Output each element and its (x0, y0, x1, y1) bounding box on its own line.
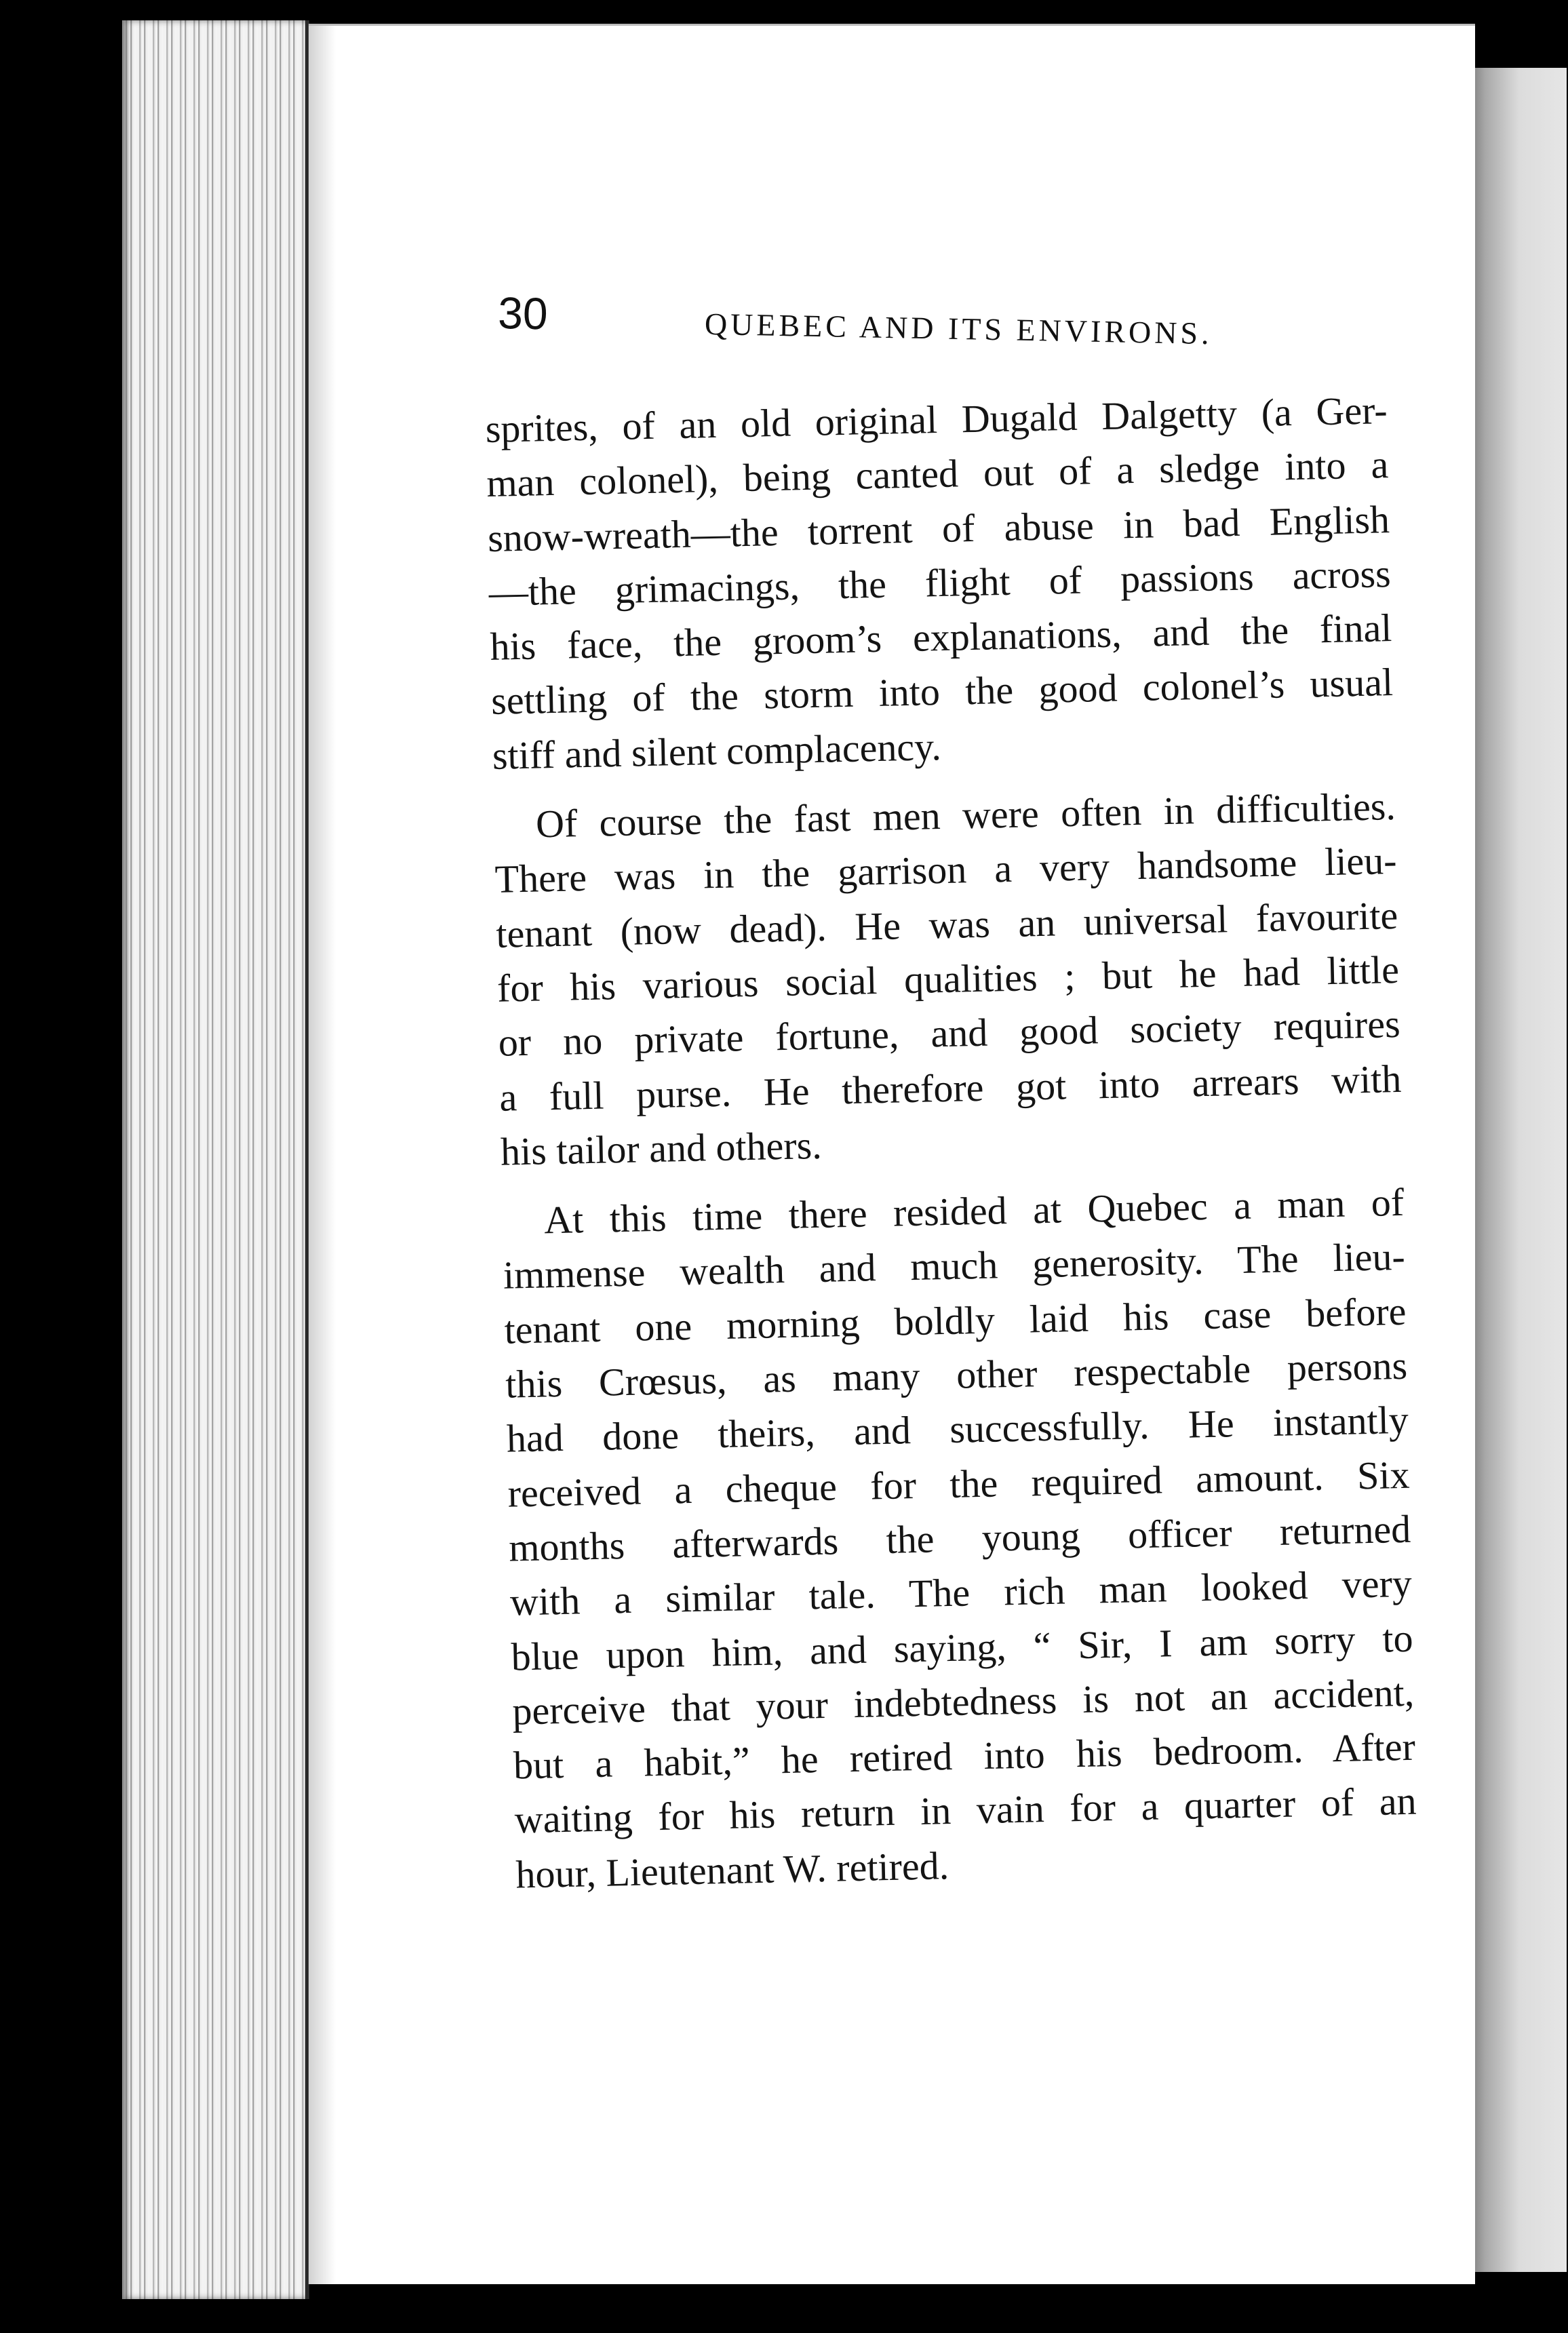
text-line: Of course the fast men were often in difficulties. (535, 784, 1396, 846)
page-edges (122, 20, 309, 2299)
text-line: There was in the garrison a very handsome lieu- (494, 838, 1398, 902)
text-line: stiff and silent complacency. (492, 724, 942, 778)
running-head: QUEBEC AND ITS ENVIRONS. (704, 306, 1213, 351)
text-line: months afterwards the young officer returned (508, 1506, 1411, 1570)
page-number: 30 (497, 287, 549, 339)
text-line: settling of the storm into the good colonel’s usual (490, 660, 1394, 724)
paragraph (501, 1175, 1418, 1902)
text-line: received a cheque for the required amount. Six (507, 1452, 1411, 1516)
paragraph (485, 383, 1394, 783)
text-line: this Crœsus, as many other respectable persons (505, 1343, 1408, 1407)
text-line: a full purse. He therefore got into arrears with (498, 1056, 1402, 1120)
paragraph (493, 779, 1403, 1179)
page-header (497, 287, 1434, 379)
text-line: immense wealth and much generosity. The lieu- (503, 1234, 1406, 1298)
text-line: hour, Lieutenant W. retired. (515, 1843, 949, 1897)
text-line: —the grimacings, the flight of passions across (488, 551, 1392, 614)
text-line: blue upon him, and saying, “ Sir, I am sorry to (511, 1615, 1414, 1679)
text-line: waiting for his return in vain for a quarter of an (514, 1779, 1417, 1842)
text-line: had done theirs, and successfully. He instantly (506, 1398, 1409, 1462)
text-line: but a habit,” he retired into his bedroom. After (513, 1724, 1416, 1788)
text-line: with a similar tale. The rich man looked very (509, 1561, 1413, 1624)
text-line: perceive that your indebtedness is not an accident, (511, 1670, 1415, 1733)
text-line: his face, the groom’s explanations, and the final (489, 606, 1392, 669)
text-line: tenant (now dead). He was an universal favourite (495, 893, 1398, 956)
text-line: snow-wreath—the torrent of abuse in bad English (487, 496, 1390, 560)
text-line: for his various social qualities ; but he had little (496, 947, 1400, 1011)
text-line: man colonel), being canted out of a sledge into a (486, 442, 1389, 506)
body-text (485, 383, 1418, 1917)
text-line: sprites, of an old original Dugald Dalgetty (a Ger- (485, 388, 1388, 451)
text-line: or no private fortune, and good society requires (498, 1002, 1401, 1065)
text-line: At this time there resided at Quebec a man of (543, 1180, 1405, 1242)
text-line: tenant one morning boldly laid his case before (503, 1289, 1407, 1352)
book-page (309, 24, 1475, 2284)
gutter-shadow (309, 26, 336, 2284)
text-line: his tailor and others. (500, 1122, 823, 1174)
